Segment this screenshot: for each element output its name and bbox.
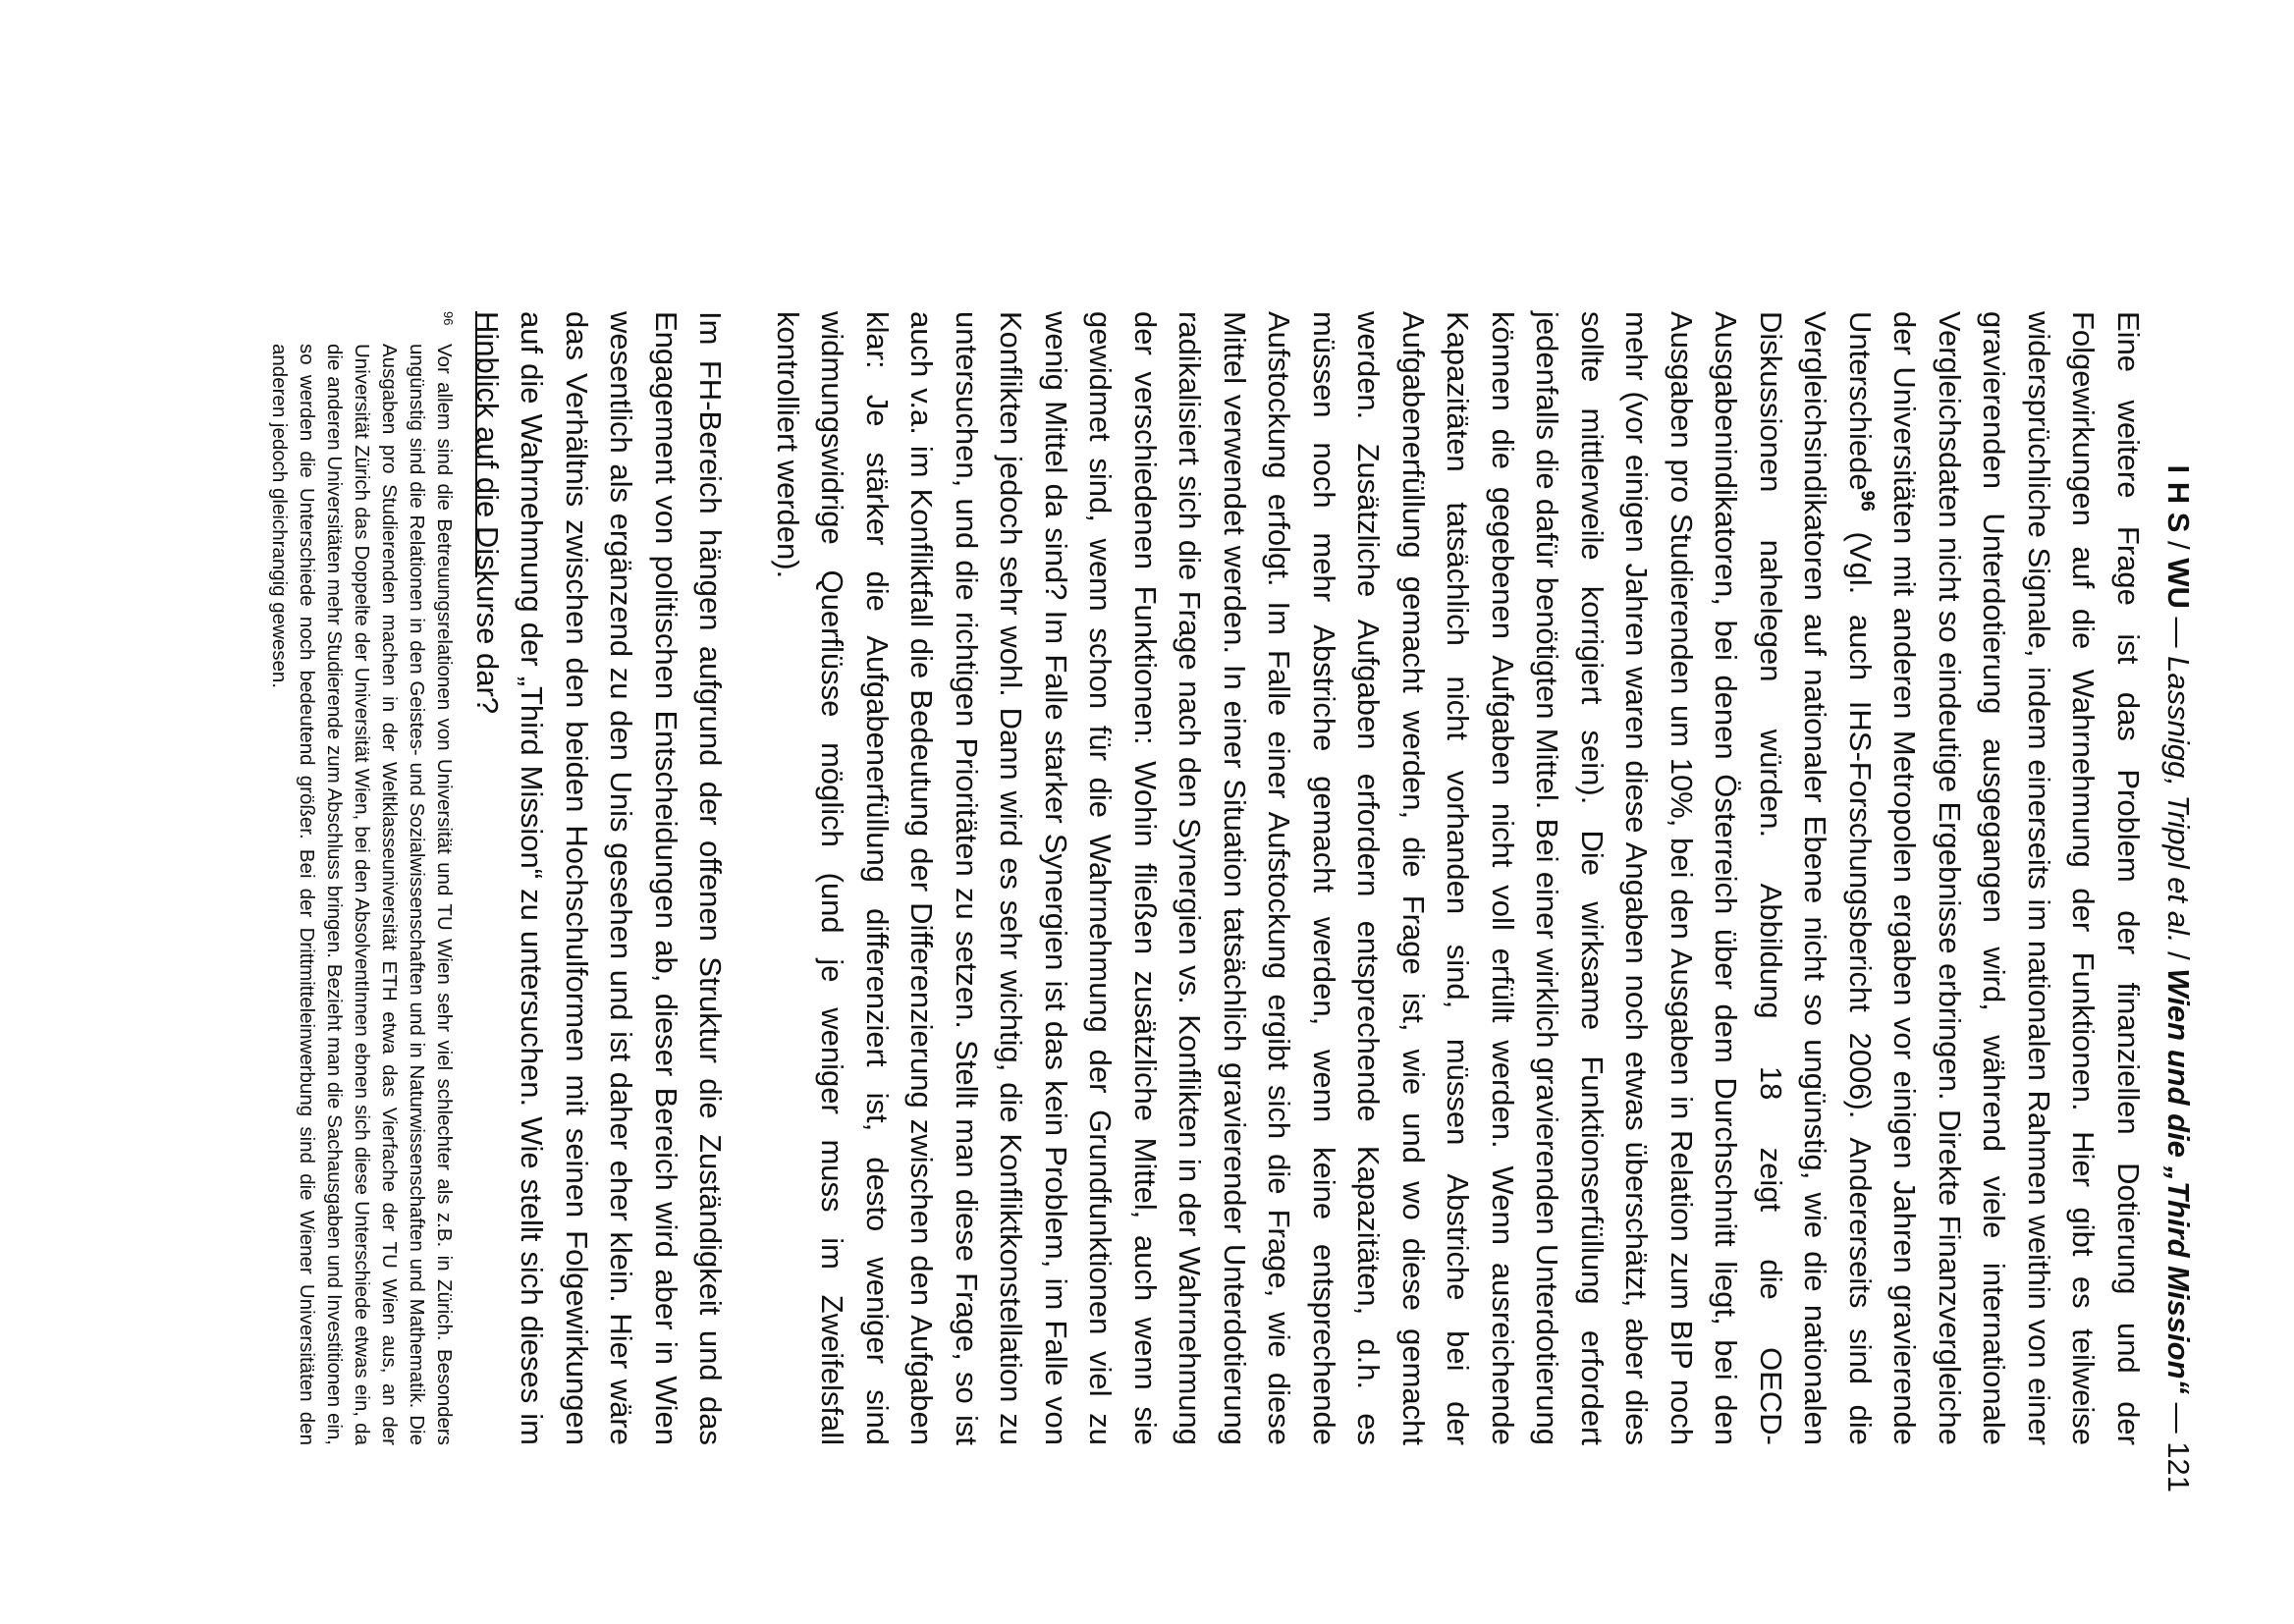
header-dash: —	[2161, 608, 2196, 657]
header-authors: Lassnigg, Trippl et al.	[2161, 656, 2196, 944]
footnote-number: 96	[441, 311, 456, 326]
paragraph-1-text-a: Eine weitere Frage ist das Problem der finanziellen Dotierung und der Folgewirkungen auf die Wahrnehmung der Funktionen. Hier gibt es teilweise widersprüchliche Signale, indem einerseits im nationalen Rahmen weithin von einer gravierenden Unterdotierung ausgegangen wird, während viele internationale Vergleichsdaten nicht so eindeutige Ergebnisse erbringen. Direkte Finanzvergleiche der Universitäten mit anderen Metropolen ergaben vor einigen Jahren gravierende Unterschiede	[1843, 311, 2146, 1445]
header-org-wu: WU	[2161, 558, 2196, 609]
footnote	[265, 311, 458, 1445]
paragraph-2: Im FH-Bereich hängen aufgrund der offenen Struktur die Zuständigkeit und das Engagement von politischen Entscheidungen ab, dieser Bereich wird aber in Wien wesentlich als ergänzend zu den Unis gesehen und ist daher eher klein. Hier wäre das Verhältnis zwischen den beiden Hochschulformen mit seinen Folgewirkungen auf die Wahrnehmung der „Third Mission“ zu untersuchen. Wie stellt sich dieses im Hinblick auf die Diskurse dar?	[470, 311, 729, 1445]
paragraph-1-text-b: (Vgl. auch IHS-Forschungsbericht 2006). Andererseits sind die Vergleichsindikatoren auf nationaler Ebene nicht so ungünstig, wie die nationalen Diskussionen nahelegen würden. Abbildung 18 zeigt die OECD-Ausgabenindikatoren, bei denen Österreich über dem Durchschnitt liegt, bei den Ausgaben pro Studierenden um 10%, bei den Ausgaben in Relation zum BIP noch mehr (vor einigen Jahren waren diese Angaben noch etwas überschätzt, aber dies sollte mittlerweile korrigiert sein). Die wirksame Funktionserfüllung erfordert jedenfalls die dafür benötigten Mittel. Bei einer wirklich gravierenden Unterdotierung können die gegebenen Aufgaben nicht voll erfüllt werden. Wenn ausreichende Kapazitäten tatsächlich nicht vorhanden sind, müssen Abstriche bei der Aufgabenerfüllung gemacht werden, die Frage ist, wie und wo diese gemacht werden. Zusätzliche Aufgaben erfordern entsprechende Kapazitäten, d.h. es müssen noch mehr Abstriche gemacht werden, wenn keine entsprechende Aufstockung erfolgt. Im Falle einer Aufstockung ergibt sich die Frage, wie diese Mittel verwendet werden. In einer Situation tatsächlich gravierender Unterdotierung radikalisiert sich die Frage nach den Synergien vs. Konflikten in der Wahrnehmung der verschiedenen Funktionen: Wohin fließen zusätzliche Mittel, auch wenn sie gewidmet sind, wenn schon für die Wahrnehmung der Grundfunktionen viel zu wenig Mittel da sind? Im Falle starker Synergien ist das kein Problem, im Falle von Konflikten jedoch sehr wohl. Dann wird es sehr wichtig, die Konfliktkonstellation zu untersuchen, und die richtigen Prioritäten zu setzen. Stellt man diese Frage, so ist auch v.a. im Konfliktfall die Bedeutung der Differenzierung zwischen den Aufgaben klar: Je stärker die Aufgabenerfüllung differenziert ist, desto weniger sind widmungswidrige Querflüsse möglich (und je weniger muss im Zweifelsfall kontrolliert werden).	[771, 311, 1878, 1445]
header-title: Wien und die „Third Mission“	[2161, 968, 2196, 1395]
footnote-divider	[475, 311, 477, 577]
header-org: I H S	[2161, 464, 2196, 533]
header-separator: /	[2161, 532, 2196, 559]
body-text	[433, 311, 2152, 1445]
running-header	[2160, 295, 2196, 1492]
page-number: — 121	[2161, 1394, 2196, 1492]
paragraph-1	[766, 311, 2152, 1445]
header-separator-2: /	[2161, 943, 2196, 969]
footnote-reference[interactable]: 96	[1856, 490, 1878, 512]
footnote-text: Vor allem sind die Betreuungsrelationen von Universität und TU Wien sehr viel schlechter als z.B. in Zürich. Besonders ungünstig sind die Relationen in den Geistes- und Sozialwissenschaften und in Naturwissenschaften und Mathematik. Die Ausgaben pro Studierenden machen in der Weltklasseuniversität ETH etwa das Vierfache der TU Wien aus, an der Universität Zürich das Doppelte der Universität Wien, bei den AbsolventInnen ebnen sich diese Unterschiede etwas ein, da die anderen Universitäten mehr Studierende zum Abschluss bringen. Bezieht man die Sachausgaben und Investitionen ein, so werden die Unterschiede noch bedeutend größer. Bei der Drittmitteleinwerbung sind die Wiener Universitäten den anderen jedoch gleichrangig gewesen.	[268, 344, 456, 1445]
